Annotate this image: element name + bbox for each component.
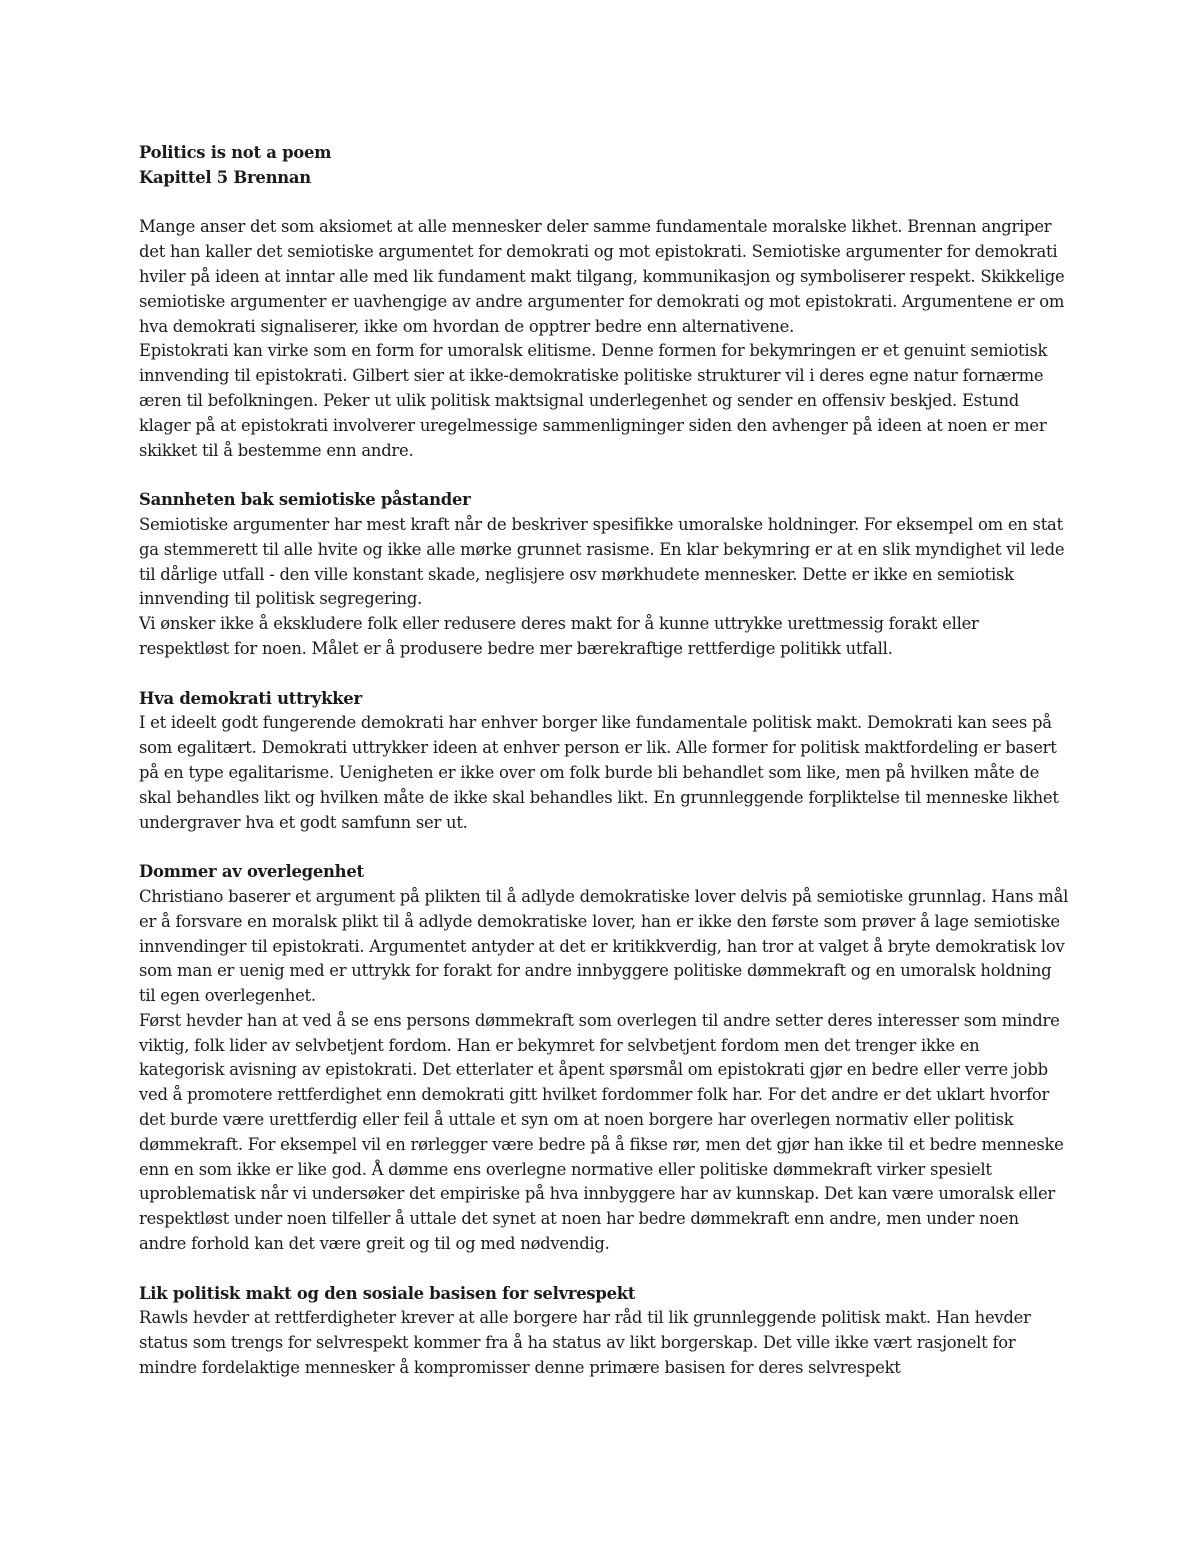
spacer — [139, 1257, 1069, 1282]
section-sannheten — [139, 488, 1069, 662]
spacer — [139, 463, 1069, 488]
paragraph: I et ideelt godt fungerende demokrati har enhver borger like fundamentale politisk makt. Demokrati kan sees på som egalitært. Demokrati uttrykker ideen at enhver person er lik. Alle former for politisk maktfordeling er basert på en type egalitarisme. Uenigheten er ikke over om folk burde bli behandlet som like, men på hvilken måte de skal behandles likt og hvilken måte de ikke skal behandles likt. En grunnleggende forpliktelse til menneske likhet undergraver hva et godt samfunn ser ut. — [139, 713, 1059, 832]
paragraph: Semiotiske argumenter har mest kraft når de beskriver spesifikke umoralske holdninger. For eksempel om en stat ga stemmerett til alle hvite og ikke alle mørke grunnet rasisme. En klar bekymring er at en slik myndighet vil lede til dårlige utfall - den ville konstant skade, neglisjere osv mørkhudete mennesker. Dette er ikke en semiotisk innvending til politisk segregering. — [139, 514, 1065, 609]
title-block — [139, 141, 1069, 191]
paragraph: Epistokrati kan virke som en form for umoralsk elitisme. Denne formen for bekymringen er et genuint semiotisk innvending til epistokrati. Gilbert sier at ikke-demokratiske politiske strukturer vil i deres egne natur fornærme æren til befolkningen. Peker ut ulik politisk maktsignal underlegenhet og sender en offensiv beskjed. Estund klager på at epistokrati involverer uregelmessige sammenligninger siden den avhenger på ideen at noen er mer skikket til å bestemme enn andre. — [139, 341, 1048, 460]
section-heading: Dommer av overlegenhet — [139, 862, 364, 882]
paragraph: Vi ønsker ikke å ekskludere folk eller redusere deres makt for å kunne uttrykke urettmessig forakt eller respektløst for noen. Målet er å produsere bedre mer bærekraftige rettferdige politikk utfall. — [139, 614, 979, 658]
paragraph: Rawls hevder at rettferdigheter krever at alle borgere har råd til lik grunnleggende politisk makt. Han hevder status som trengs for selvrespekt kommer fra å ha status av likt borgerskap. Det ville ikke vært rasjonelt for mindre fordelaktige mennesker å kompromisser denne primære basisen for deres selvrespekt — [139, 1308, 1031, 1378]
section-dommer — [139, 860, 1069, 1257]
paragraph: Først hevder han at ved å se ens persons dømmekraft som overlegen til andre setter deres interesser som mindre viktig, folk lider av selvbetjent fordom. Han er bekymret for selvbetjent fordom men det trenger ikke en kategorisk avisning av epistokrati. Det etterlater et åpent spørsmål om epistokrati gjør en bedre eller verre jobb ved å promotere rettferdighet enn demokrati gitt hvilket fordommer folk har. For det andre er det uklart hvorfor det burde være urettferdig eller feil å uttale et syn om at noen borgere har overlegen normativ eller politisk dømmekraft. For eksempel vil en rørlegger være bedre på å fikse rør, men det gjør han ikke til et bedre menneske enn en som ikke er like god. Å dømme ens overlegne normative eller politiske dømmekraft virker spesielt uproblematisk når vi undersøker det empiriske på hva innbyggere har av kunnskap. Det kan være umoralsk eller respektløst under noen tilfeller å uttale det synet at noen har bedre dømmekraft enn andre, men under noen andre forhold kan det være greit og til og med nødvendig. — [139, 1010, 1064, 1254]
document-page — [139, 141, 1069, 1381]
section-hva-demokrati — [139, 687, 1069, 836]
section-heading: Sannheten bak semiotiske påstander — [139, 490, 471, 510]
section-heading: Hva demokrati uttrykker — [139, 688, 362, 708]
document-title: Politics is not a poem — [139, 143, 332, 162]
document-subtitle: Kapittel 5 Brennan — [139, 167, 311, 187]
paragraph: Christiano baserer et argument på plikten til å adlyde demokratiske lover delvis på semiotiske grunnlag. Hans mål er å forsvare en moralsk plikt til å adlyde demokratiske lover, han er ikke den første som prøver å lage semiotiske innvendinger til epistokrati. Argumentet antyder at det er kritikkverdig, han tror at valget å bryte demokratisk lov som man er uenig med er uttrykk for forakt for andre innbyggere politiske dømmekraft og en umoralsk holdning til egen overlegenhet. — [139, 886, 1069, 1006]
spacer — [139, 835, 1069, 860]
spacer — [139, 191, 1069, 216]
paragraph: Mange anser det som aksiomet at alle mennesker deler samme fundamentale moralske likhet. Brennan angriper det han kaller det semiotiske argumentet for demokrati og mot epistokrati. Semiotiske argumenter for demokrati hviler på ideen at inntar alle med lik fundament makt tilgang, kommunikasjon og symboliserer respekt. Skikkelige semiotiske argumenter er uavhengige av andre argumenter for demokrati og mot epistokrati. Argumentene er om hva demokrati signaliserer, ikke om hvordan de opptrer bedre enn alternativene. — [139, 217, 1065, 336]
spacer — [139, 662, 1069, 687]
section-heading: Lik politisk makt og den sosiale basisen for selvrespekt — [139, 1283, 636, 1303]
section-intro — [139, 215, 1069, 463]
section-lik-politisk-makt — [139, 1282, 1069, 1381]
